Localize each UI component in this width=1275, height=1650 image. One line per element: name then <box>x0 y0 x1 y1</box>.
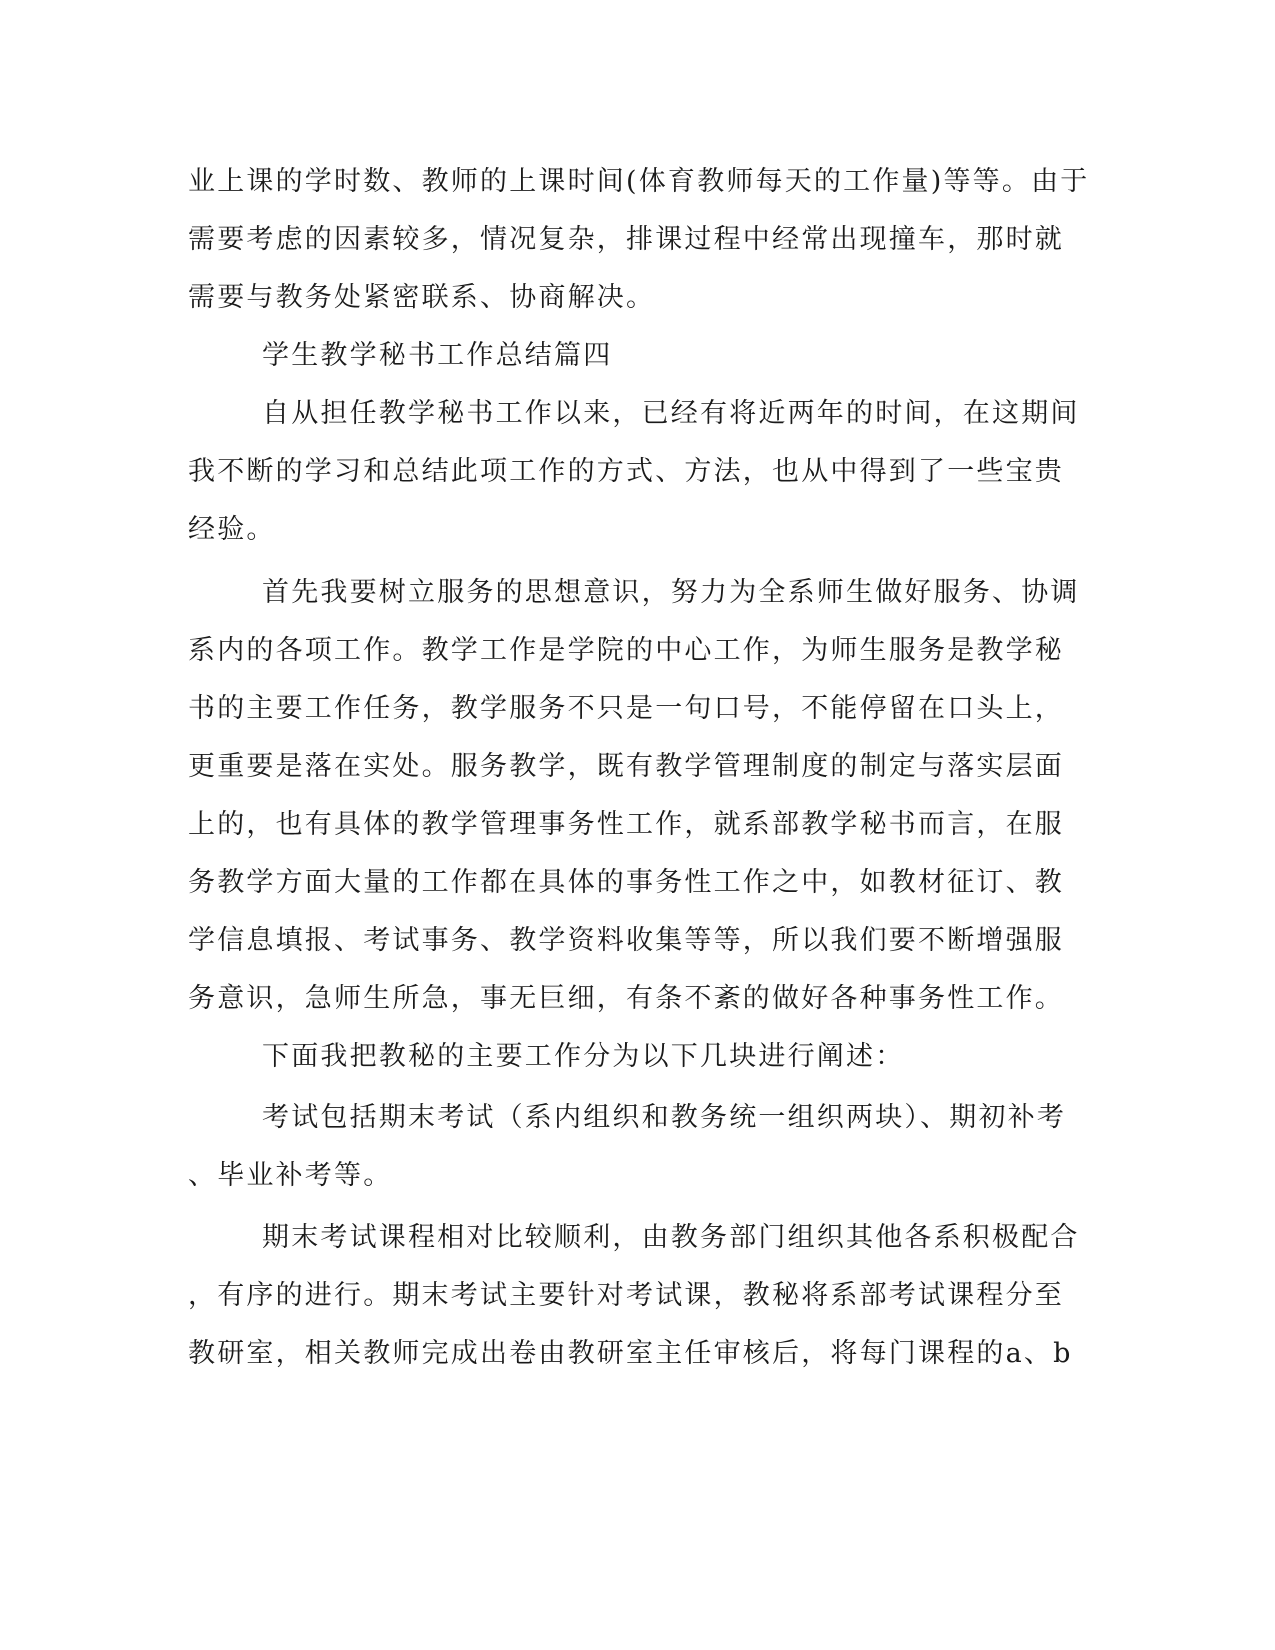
section-heading: 学生教学秘书工作总结篇四 <box>262 340 613 371</box>
body-line-16: 下面我把教秘的主要工作分为以下几块进行阐述： <box>262 1041 905 1072</box>
body-line-6: 我不断的学习和总结此项工作的方式、方法，也从中得到了一些宝贵 <box>188 456 1064 487</box>
body-line-15: 务意识，急师生所急，事无巨细，有条不紊的做好各种事务性工作。 <box>188 983 1064 1014</box>
body-line-9: 系内的各项工作。教学工作是学院的中心工作，为师生服务是教学秘 <box>188 635 1064 666</box>
body-line-8: 首先我要树立服务的思想意识，努力为全系师生做好服务、协调 <box>262 577 1080 608</box>
body-line-17: 考试包括期末考试（系内组织和教务统一组织两块）、期初补考 <box>262 1102 1067 1133</box>
body-line-18: 、毕业补考等。 <box>188 1160 393 1191</box>
body-line-20: ，有序的进行。期末考试主要针对考试课，教秘将系部考试课程分至 <box>188 1280 1064 1311</box>
body-line-13: 务教学方面大量的工作都在具体的事务性工作之中，如教材征订、教 <box>188 867 1064 898</box>
body-line-10: 书的主要工作任务，教学服务不只是一句口号，不能停留在口头上， <box>188 693 1064 724</box>
body-line-12: 上的，也有具体的教学管理事务性工作，就系部教学秘书而言，在服 <box>188 809 1064 840</box>
body-line-5: 自从担任教学秘书工作以来，已经有将近两年的时间，在这期间 <box>262 398 1080 429</box>
body-line-7: 经验。 <box>188 514 276 545</box>
body-line-2: 需要考虑的因素较多，情况复杂，排课过程中经常出现撞车，那时就 <box>188 224 1064 255</box>
body-line-11: 更重要是落在实处。服务教学，既有教学管理制度的制定与落实层面 <box>188 751 1064 782</box>
body-line-1: 业上课的学时数、教师的上课时间(体育教师每天的工作量)等等。由于 <box>188 166 1090 197</box>
body-line-19: 期末考试课程相对比较顺利，由教务部门组织其他各系积极配合 <box>262 1222 1080 1253</box>
body-line-21: 教研室，相关教师完成出卷由教研室主任审核后，将每门课程的a、b <box>188 1338 1073 1369</box>
body-line-14: 学信息填报、考试事务、教学资料收集等等，所以我们要不断增强服 <box>188 925 1064 956</box>
body-line-3: 需要与教务处紧密联系、协商解决。 <box>188 282 656 313</box>
